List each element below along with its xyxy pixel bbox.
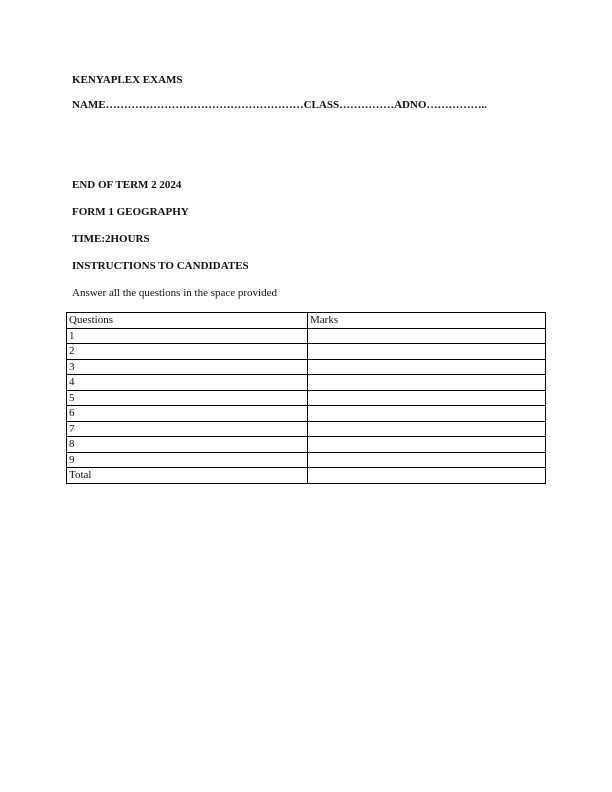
marks-cell[interactable] — [308, 375, 546, 391]
marks-cell[interactable] — [308, 390, 546, 406]
marks-cell[interactable] — [308, 452, 546, 468]
marks-cell[interactable] — [308, 344, 546, 360]
question-number-cell: 9 — [67, 452, 308, 468]
question-number-cell: 2 — [67, 344, 308, 360]
exam-time: TIME:2HOURS — [72, 233, 150, 245]
table-row — [67, 421, 546, 437]
question-number-cell: 4 — [67, 375, 308, 391]
question-number-cell: 6 — [67, 406, 308, 422]
table-row — [67, 359, 546, 375]
table-row — [67, 468, 546, 484]
instructions-heading: INSTRUCTIONS TO CANDIDATES — [72, 260, 249, 272]
question-number-cell: 5 — [67, 390, 308, 406]
marks-cell[interactable] — [308, 359, 546, 375]
header-questions: Questions — [67, 313, 308, 329]
table-row — [67, 437, 546, 453]
table-row — [67, 406, 546, 422]
question-number-cell: 7 — [67, 421, 308, 437]
question-number-cell: 8 — [67, 437, 308, 453]
marks-table — [66, 312, 546, 484]
table-row — [67, 328, 546, 344]
marks-cell[interactable] — [308, 406, 546, 422]
table-row — [67, 344, 546, 360]
marks-cell[interactable] — [308, 468, 546, 484]
table-row — [67, 452, 546, 468]
question-number-cell: 3 — [67, 359, 308, 375]
marks-cell[interactable] — [308, 421, 546, 437]
exam-subject: FORM 1 GEOGRAPHY — [72, 206, 189, 218]
instruction-text: Answer all the questions in the space provided — [72, 287, 277, 299]
header-marks: Marks — [308, 313, 546, 329]
table-row — [67, 375, 546, 391]
table-row — [67, 390, 546, 406]
marks-cell[interactable] — [308, 328, 546, 344]
candidate-details-line: NAME………………………………………………CLASS……………ADNO…………….. — [72, 99, 487, 111]
marks-cell[interactable] — [308, 437, 546, 453]
table-header-row — [67, 313, 546, 329]
question-number-cell: 1 — [67, 328, 308, 344]
exam-term: END OF TERM 2 2024 — [72, 179, 182, 191]
question-number-cell: Total — [67, 468, 308, 484]
school-name: KENYAPLEX EXAMS — [72, 74, 183, 86]
